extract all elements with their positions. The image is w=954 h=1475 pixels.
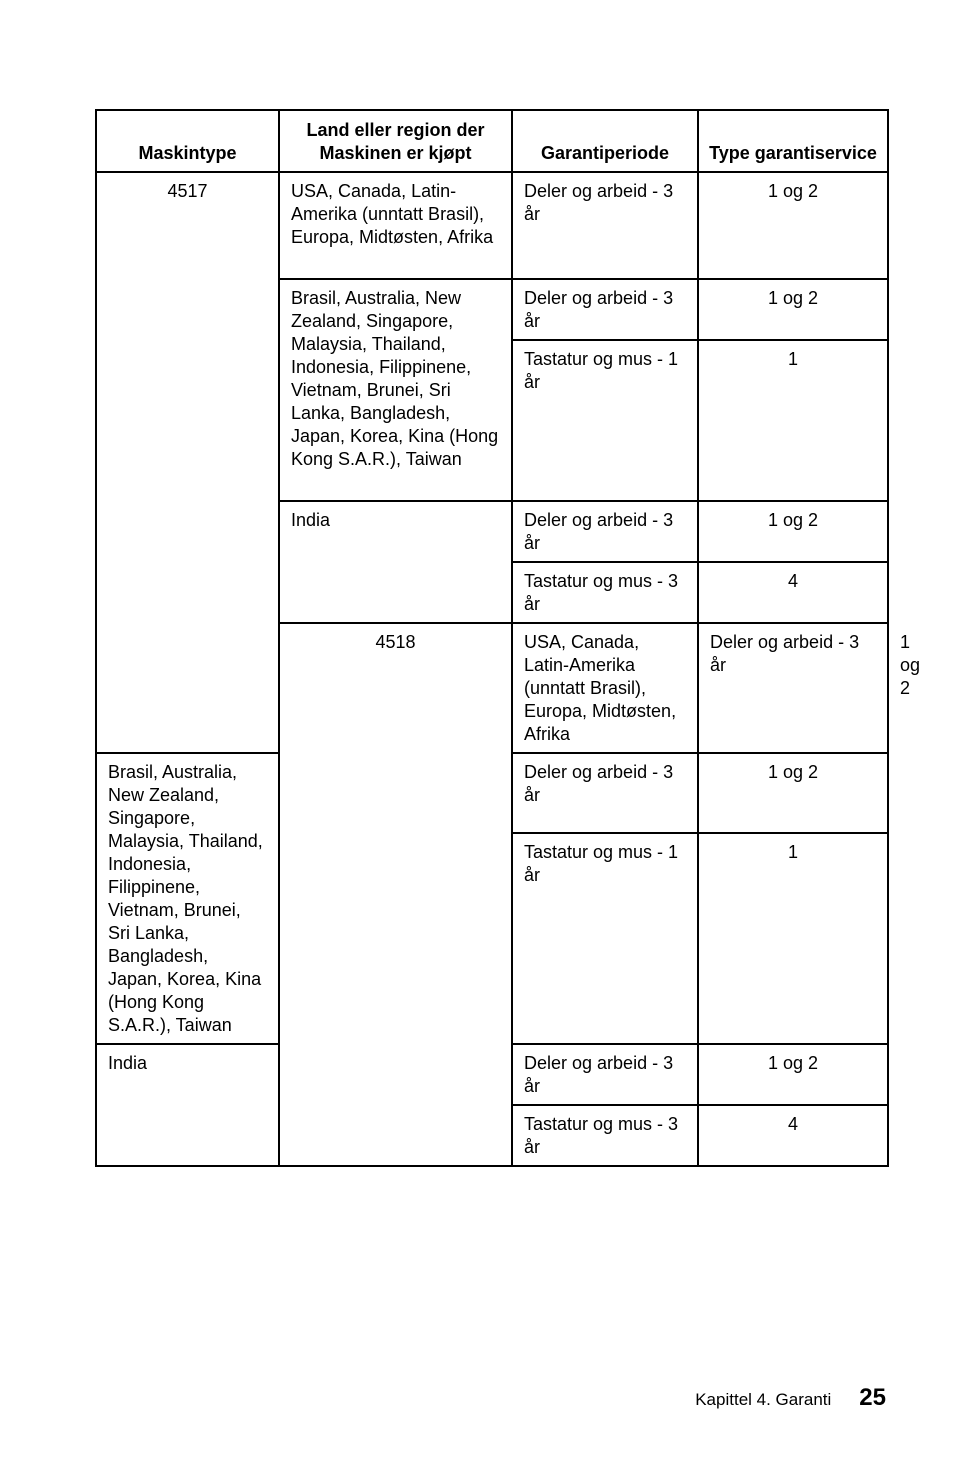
service-type-cell: 1: [698, 340, 888, 501]
warranty-table: [95, 109, 921, 1167]
service-type-cell: 1 og 2: [698, 753, 888, 833]
table-row: [96, 172, 888, 279]
period-cell: Tastatur og mus - 1 år: [512, 833, 698, 1044]
country-cell: Brasil, Australia, New Zealand, Singapore, Malaysia, Thailand, Indonesia, Filippinene, Vietnam, Brunei, Sri Lanka, Bangladesh, Japan, Korea, Kina (Hong Kong S.A.R.), Taiwan: [96, 753, 279, 1044]
country-cell: USA, Canada, Latin-Amerika (unntatt Brasil), Europa, Midtøsten, Afrika: [279, 172, 512, 279]
service-type-cell: 1 og 2: [698, 279, 888, 340]
period-cell: Deler og arbeid - 3 år: [512, 172, 698, 279]
period-cell: Deler og arbeid - 3 år: [512, 753, 698, 833]
service-type-cell: 1: [698, 833, 888, 1044]
service-type-cell: 1 og 2: [698, 501, 888, 562]
table-row: 4518 USA, Canada, Latin-Amerika (unntatt Brasil), Europa, Midtøsten, Afrika Deler og arbeid - 3 år 1 og 2: [96, 623, 888, 753]
header-country: Land eller region der Maskinen er kjøpt: [279, 110, 512, 172]
header-service-type: Type garantiservice: [698, 110, 888, 172]
page-footer: [695, 1384, 886, 1412]
machine-type-cell: 4517: [96, 172, 279, 753]
period-cell: Deler og arbeid - 3 år: [512, 1044, 698, 1105]
country-cell: India: [96, 1044, 279, 1166]
country-cell: USA, Canada, Latin-Amerika (unntatt Brasil), Europa, Midtøsten, Afrika: [512, 623, 698, 753]
chapter-label: Kapittel 4. Garanti: [695, 1390, 832, 1409]
period-cell: Deler og arbeid - 3 år: [698, 623, 888, 753]
service-type-cell: 4: [698, 562, 888, 623]
period-cell: Deler og arbeid - 3 år: [512, 279, 698, 340]
period-cell: Deler og arbeid - 3 år: [512, 501, 698, 562]
header-period: Garantiperiode: [512, 110, 698, 172]
page-number: 25: [859, 1384, 886, 1411]
service-type-cell: 1 og 2: [698, 1044, 888, 1105]
service-type-cell: 4: [698, 1105, 888, 1166]
machine-type-cell: 4518: [279, 623, 512, 1166]
period-cell: Tastatur og mus - 3 år: [512, 562, 698, 623]
country-cell: Brasil, Australia, New Zealand, Singapore, Malaysia, Thailand, Indonesia, Filippinene, Vietnam, Brunei, Sri Lanka, Bangladesh, Japan, Korea, Kina (Hong Kong S.A.R.), Taiwan: [279, 279, 512, 501]
country-cell: India: [279, 501, 512, 623]
period-cell: Tastatur og mus - 1 år: [512, 340, 698, 501]
period-cell: Tastatur og mus - 3 år: [512, 1105, 698, 1166]
table-header-row: [96, 110, 888, 172]
service-type-cell: 1 og 2: [698, 172, 888, 279]
header-machine-type: Maskintype: [96, 110, 279, 172]
